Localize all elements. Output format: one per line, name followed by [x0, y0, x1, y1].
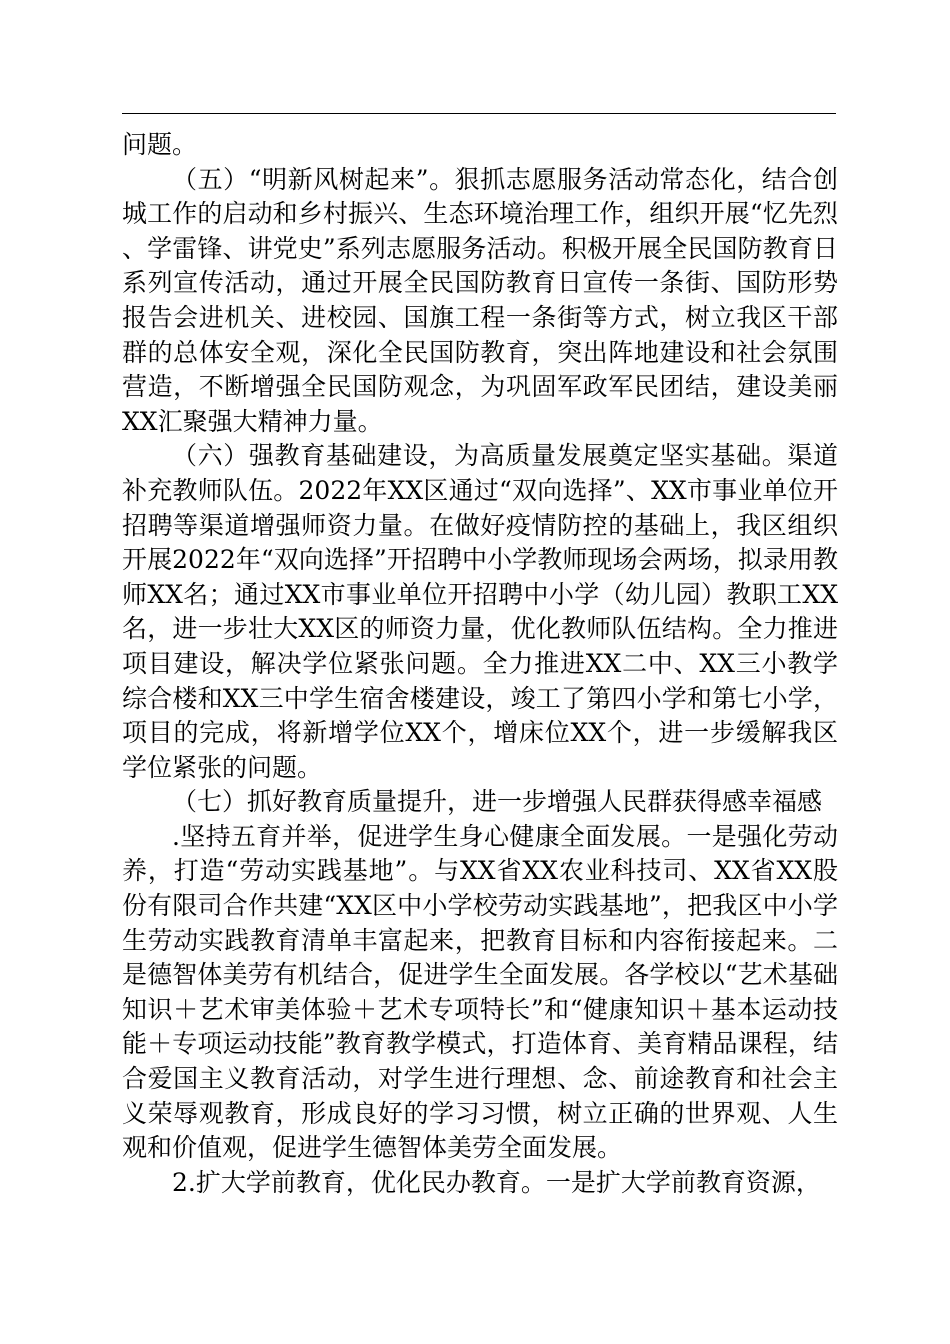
paragraph-continuation: 问题。 — [122, 130, 198, 159]
paragraph-item-2: 2.扩大学前教育，优化民办教育。一是扩大学前教育资源， — [172, 1167, 821, 1197]
paragraph-item-1: .坚持五育并举，促进学生身心健康全面发展。一是强化劳动养，打造“劳动实践基地”。与XX省XX农业科技司、XX省XX股份有限司合作共建“XX区中小学校劳动实践基地”，把我区中小学生劳动实践教育清单丰富起来，把教育目标和内容衔接起来。二是德智体美劳有机结合，促进学生全面发展。各学校以“艺术基础知识＋艺术审美体验＋艺术专项特长”和“健康知识＋基本运动技能＋专项运动技能”教育教学模式，打造体育、美育精品课程，结合爱国主义教育活动，对学生进行理想、念、前途教育和社会主义荣辱观教育，形成良好的学习习惯，树立正确的世界观、人生观和价值观，促进学生德智体美劳全面发展。 — [122, 821, 838, 1163]
paragraph-section-5: （五）“明新风树起来”。狠抓志愿服务活动常态化，结合创城工作的启动和乡村振兴、生态环境治理工作，组织开展“忆先烈、学雷锋、讲党史”系列志愿服务活动。积极开展全民国防教育日系列宣传活动，通过开展全民国防教育日宣传一条街、国防形势报告会进机关、进校园、国旗工程一条街等方式，树立我区干部群的总体安全观，深化全民国防教育，突出阵地建设和社会氛围营造，不断增强全民国防观念，为巩固军政军民团结，建设美丽XX汇聚强大精神力量。 — [122, 164, 838, 436]
paragraph-section-6: （六）强教育基础建设，为高质量发展奠定坚实基础。渠道补充教师队伍。2022年XX区通过“双向选择”、XX市事业单位开招聘等渠道增强师资力量。在做好疫情防控的基础上，我区组织开展2022年“双向选择”开招聘中小学教师现场会两场，拟录用教师XX名；通过XX市事业单位开招聘中小学（幼儿园）教职工XX名，进一步壮大XX区的师资力量，优化教师队伍结构。全力推进项目建设，解决学位紧张问题。全力推进XX二中、XX三小教学综合楼和XX三中学生宿舍楼建设，竣工了第四小学和第七小学，项目的完成，将新增学位XX个，增床位XX个，进一步缓解我区学位紧张的问题。 — [122, 441, 838, 782]
document-body — [122, 128, 838, 1200]
paragraph-section-7-heading: （七）抓好教育质量提升，进一步增强人民群获得感幸福感 — [172, 787, 823, 817]
header-rule — [122, 113, 836, 114]
